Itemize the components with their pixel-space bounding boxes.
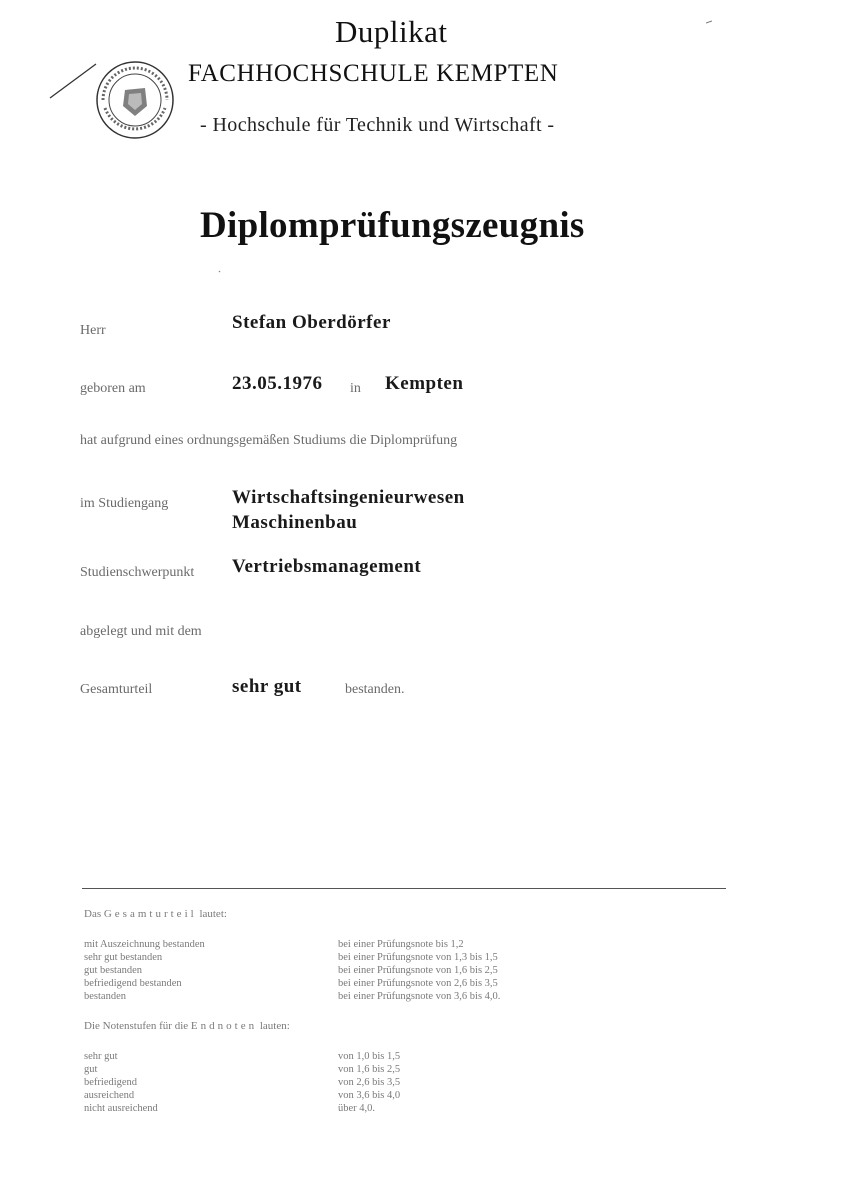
birth-date: 23.05.1976 [232, 373, 323, 394]
focus-value: Vertriebsmanagement [232, 556, 422, 577]
list-item: über 4,0. [338, 1103, 376, 1114]
focus-label: Studienschwerpunkt [80, 565, 195, 580]
list-item: sehr gut [84, 1051, 118, 1062]
list-item: mit Auszeichnung bestanden [84, 939, 205, 950]
pen-stroke-mark [48, 62, 98, 100]
list-item: bei einer Prüfungsnote von 1,6 bis 2,5 [338, 965, 498, 976]
final-scale-heading [84, 1020, 290, 1032]
scan-speck [706, 20, 712, 24]
document-title: Diplomprüfungszeugnis [200, 205, 585, 246]
list-item: von 3,6 bis 4,0 [338, 1090, 401, 1101]
list-item: gut [84, 1064, 98, 1075]
list-item: nicht ausreichend [84, 1103, 158, 1114]
program-label: im Studiengang [80, 496, 169, 511]
list-item: befriedigend bestanden [84, 978, 182, 989]
list-item: bei einer Prüfungsnote von 1,3 bis 1,5 [338, 952, 498, 963]
list-item: ausreichend [84, 1090, 135, 1101]
heading-suffix: lauten: [259, 1020, 290, 1032]
list-item: befriedigend [84, 1077, 138, 1088]
statement-text: hat aufgrund eines ordnungsgemäßen Studiums die Diplomprüfung [80, 433, 458, 448]
institution-name: FACHHOCHSCHULE KEMPTEN [188, 60, 559, 87]
heading-prefix: Das [84, 908, 102, 920]
list-item: gut bestanden [84, 965, 143, 976]
official-seal-icon [95, 60, 175, 140]
institution-subtitle: - Hochschule für Technik und Wirtschaft - [200, 114, 555, 136]
final-scale-ranges [338, 1050, 400, 1115]
list-item: sehr gut bestanden [84, 952, 163, 963]
list-item: bei einer Prüfungsnote bis 1,2 [338, 939, 464, 950]
list-item: von 2,6 bis 3,5 [338, 1077, 401, 1088]
overall-scale-grades [84, 938, 205, 1003]
overall-scale-ranges [338, 938, 500, 1003]
scan-dot [218, 270, 221, 273]
overall-scale-heading [84, 908, 227, 920]
heading-prefix: Die Notenstufen für die [84, 1020, 189, 1032]
passed-word: bestanden. [345, 682, 405, 697]
duplicate-stamp: Duplikat [335, 14, 448, 49]
overall-label: Gesamturteil [80, 682, 153, 697]
salutation-label: Herr [80, 323, 106, 338]
final-scale-grades [84, 1050, 158, 1115]
footer-divider [82, 888, 726, 889]
in-label: in [350, 381, 361, 396]
program-name-line2: Maschinenbau [232, 512, 358, 533]
list-item: von 1,0 bis 1,5 [338, 1051, 401, 1062]
list-item: bestanden [84, 991, 126, 1002]
heading-suffix: lautet: [199, 908, 227, 920]
program-name-line1: Wirtschaftsingenieurwesen [232, 487, 465, 508]
overall-grade: sehr gut [232, 676, 302, 697]
born-label: geboren am [80, 381, 146, 396]
heading-emphasis: Endnoten [190, 1020, 258, 1032]
list-item: von 1,6 bis 2,5 [338, 1064, 401, 1075]
graduate-name: Stefan Oberdörfer [232, 312, 391, 333]
heading-emphasis: Gesamturteil [103, 908, 197, 920]
list-item: bei einer Prüfungsnote von 2,6 bis 3,5 [338, 978, 498, 989]
passed-phrase: abgelegt und mit dem [80, 624, 202, 639]
list-item: bei einer Prüfungsnote von 3,6 bis 4,0. [338, 991, 501, 1002]
birth-place: Kempten [385, 373, 464, 394]
